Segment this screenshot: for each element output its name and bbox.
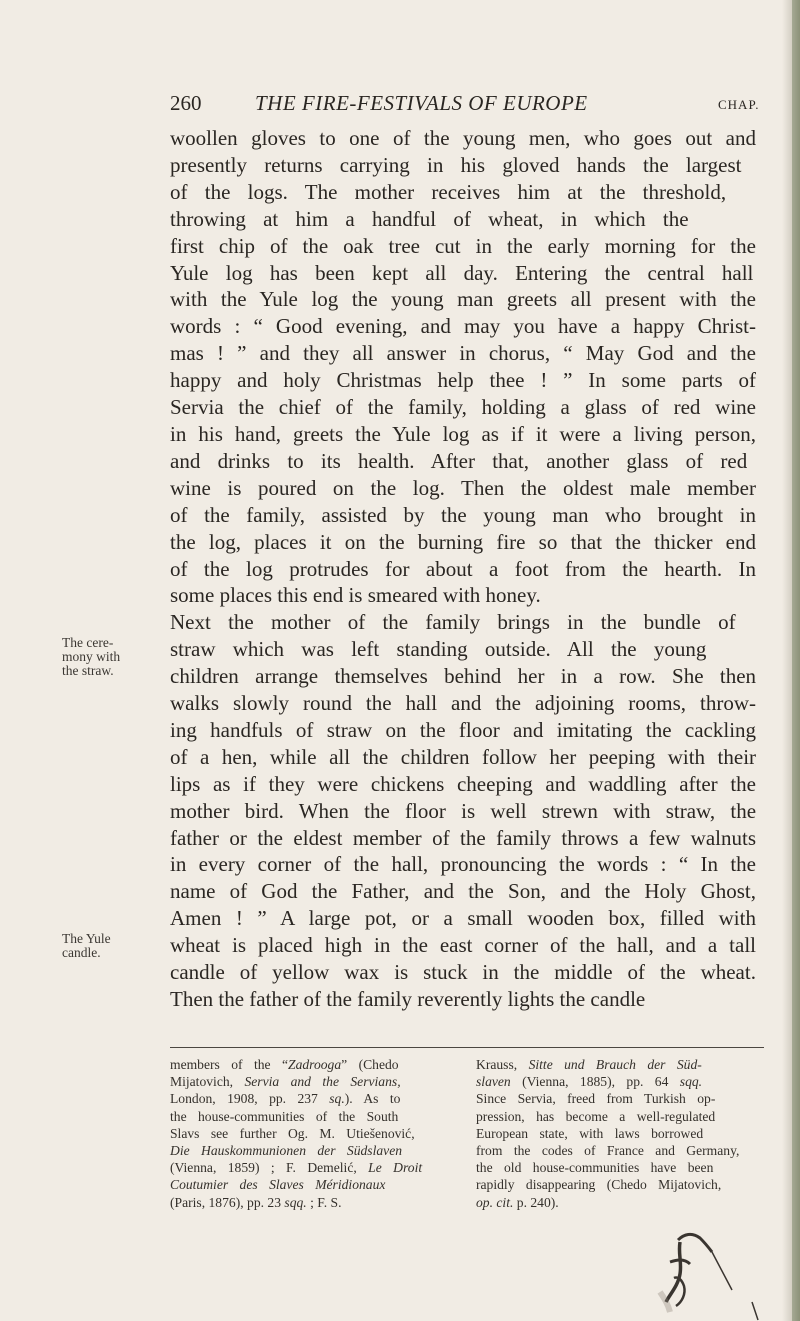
body-line: wine is poured on the log. Then the oldest male member bbox=[170, 475, 756, 500]
footnotes bbox=[170, 1056, 764, 1210]
body-line: mother bird. When the floor is well strewn with straw, the bbox=[170, 798, 757, 823]
footnote-line: Coutumier des Slaves Méridionaux bbox=[170, 1177, 386, 1193]
footnote-line: European state, with laws borrowed bbox=[476, 1125, 704, 1141]
page-number: 260 bbox=[170, 91, 202, 115]
running-head bbox=[170, 88, 780, 118]
running-title: THE FIRE-FESTIVALS OF EUROPE bbox=[255, 91, 588, 115]
footnote-rule bbox=[170, 1047, 764, 1048]
footnote-line: London, 1908, pp. 237 sq.). As to bbox=[170, 1091, 401, 1107]
body-line: of a hen, while all the children follow her peeping with their bbox=[170, 744, 757, 769]
margin-note-line: candle. bbox=[62, 945, 101, 960]
body-line: name of God the Father, and the Son, and the Holy Ghost, bbox=[170, 879, 757, 904]
body-line: happy and holy Christmas help thee ! ” In some parts of bbox=[170, 368, 756, 393]
body-line: and drinks to its health. After that, another glass of red bbox=[170, 448, 748, 473]
footnote-line: (Paris, 1876), pp. 23 sqq. ; F. S. bbox=[170, 1194, 342, 1210]
page-edge-strip bbox=[792, 0, 800, 1321]
margin-note-line: the straw. bbox=[62, 663, 114, 678]
body-text bbox=[170, 125, 756, 1013]
body-line: first chip of the oak tree cut in the early morning for the bbox=[170, 233, 756, 258]
footnote-line: op. cit. p. 240). bbox=[476, 1194, 559, 1210]
footnote-line: Slavs see further Og. M. Utiešenović, bbox=[170, 1125, 415, 1141]
footnote-line: Since Servia, freed from Turkish op- bbox=[476, 1091, 716, 1107]
body-line: mas ! ” and they all answer in chorus, “ May God and the bbox=[170, 341, 756, 366]
body-line: of the log protrudes for about a foot from the hearth. In bbox=[170, 556, 757, 581]
margin-note-line: mony with bbox=[62, 649, 121, 664]
body-line: Servia the chief of the family, holding a glass of red wine bbox=[170, 395, 756, 420]
body-line: with the Yule log the young man greets all present with the bbox=[170, 287, 756, 312]
body-line: children arrange themselves behind her in a row. She then bbox=[170, 664, 757, 689]
footnote-column-left bbox=[170, 1056, 458, 1211]
footnote-line: Krauss, Sitte und Brauch der Süd- bbox=[476, 1057, 702, 1072]
body-line: some places this end is smeared with honey. bbox=[170, 583, 541, 608]
body-line: lips as if they were chickens cheeping and waddling after the bbox=[170, 771, 756, 796]
chapter-label: CHAP. bbox=[718, 97, 760, 112]
footnote-line: members of the “Zadrooga” (Chedo bbox=[170, 1057, 399, 1072]
footnote-line: the house-communities of the South bbox=[170, 1108, 399, 1124]
footnote-line: the old house-communities have been bbox=[476, 1160, 714, 1176]
body-line: Yule log has been kept all day. Entering the central hall bbox=[170, 260, 754, 285]
footnote-line: from the codes of France and Germany, bbox=[476, 1143, 740, 1159]
body-line: presently returns carrying in his gloved hands the largest bbox=[170, 152, 742, 177]
margin-note-candle bbox=[62, 932, 162, 960]
footnote-line: pression, has become a well-regulated bbox=[476, 1108, 716, 1124]
body-line: walks slowly round the hall and the adjoining rooms, throw- bbox=[170, 691, 756, 716]
body-line: in his hand, greets the Yule log as if it were a living person, bbox=[170, 421, 756, 446]
body-line: straw which was left standing outside. All the young bbox=[170, 637, 707, 662]
body-line: of the logs. The mother receives him at the threshold, bbox=[170, 179, 727, 204]
footnote-line: Die Hauskommunionen der Südslaven bbox=[170, 1143, 403, 1159]
footnote-line: (Vienna, 1859) ; F. Demelić, Le Droit bbox=[170, 1160, 423, 1176]
margin-note-straw bbox=[62, 636, 162, 678]
library-stamp-mark bbox=[640, 1232, 760, 1321]
footnote-line: Mijatovich, Servia and the Servians, bbox=[170, 1074, 401, 1090]
body-line: in every corner of the hall, pronouncing the words : “ In the bbox=[170, 852, 757, 877]
body-line: of the family, assisted by the young man who brought in bbox=[170, 502, 757, 527]
body-line: Then the father of the family reverently lights the candle bbox=[170, 987, 646, 1011]
body-line: candle of yellow wax is stuck in the middle of the wheat. bbox=[170, 960, 756, 985]
body-line: the log, places it on the burning fire so that the thicker end bbox=[170, 529, 756, 554]
footnote-column-right bbox=[476, 1056, 764, 1211]
body-line: woollen gloves to one of the young men, who goes out and bbox=[170, 126, 756, 150]
body-line: Amen ! ” A large pot, or a small wooden box, filled with bbox=[170, 906, 756, 931]
body-line: ing handfuls of straw on the floor and imitating the cackling bbox=[170, 717, 757, 742]
margin-note-line: The Yule bbox=[62, 931, 111, 946]
body-line: Next the mother of the family brings in the bundle of bbox=[170, 610, 736, 635]
body-line: father or the eldest member of the family throws a few walnuts bbox=[170, 825, 756, 850]
margin-note-line: The cere- bbox=[62, 635, 114, 650]
body-line: throwing at him a handful of wheat, in which the bbox=[170, 206, 689, 231]
body-line: words : “ Good evening, and may you have a happy Christ- bbox=[170, 314, 757, 339]
footnote-line: slaven (Vienna, 1885), pp. 64 sqq. bbox=[476, 1074, 703, 1090]
footnote-line: rapidly disappearing (Chedo Mijatovich, bbox=[476, 1177, 722, 1193]
body-line: wheat is placed high in the east corner of the hall, and a tall bbox=[170, 933, 756, 958]
